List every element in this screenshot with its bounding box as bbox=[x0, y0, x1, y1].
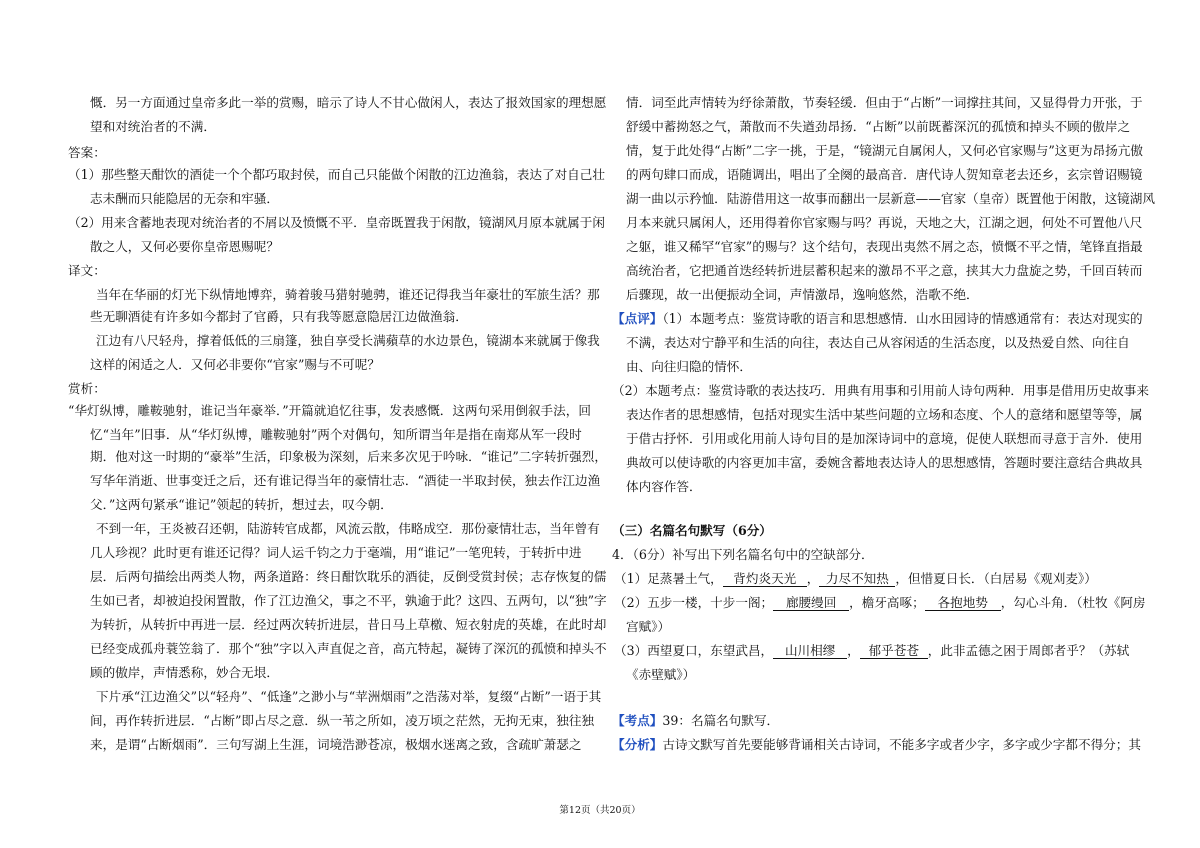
question-4-1: （1）足蒸暑土气， 背灼炎天光 ， 力尽不知热 ，但惜夏日长．（白居易《观刈麦》） bbox=[614, 571, 1097, 586]
appreciation-line: 生如已者，却被迫投闲置散，作了江边渔父，事之不平，孰逾于此？这四、五两句，以“独”字 bbox=[90, 593, 607, 608]
kaodian-tag: 【考点】 bbox=[612, 713, 663, 728]
fenxi-line: 【分析】古诗文默写首先要能够背诵相关古诗词，不能多字或者少字，多字或少字都不得分；其 bbox=[612, 737, 1141, 752]
appreciation-line: 忆“当年”旧事．从“华灯纵博，雕鞍驰射”两个对偶句，知所谓当年是指在南郑从军一段时 bbox=[90, 427, 582, 442]
comment-line: 由、向往归隐的情怀． bbox=[626, 359, 752, 374]
appreciation-line: “华灯纵博，雕鞍驰射，谁记当年豪举．”开篇就追忆往事，发表感慨．这两句采用倒叙手法，回 bbox=[68, 403, 591, 418]
kaodian-line: 【考点】39：名篇名句默写． bbox=[612, 713, 780, 728]
appreciation-label: 赏析： bbox=[68, 381, 106, 396]
answer-1-line: （1）那些整天酣饮的酒徒一个个都巧取封侯，而自己只能做个闲散的江边渔翁，表达了对自己壮 bbox=[68, 167, 605, 182]
translation-line: 江边有八尺轻舟，撑着低低的三扇篷，独自享受长满蘋草的水边景色，镜湖本来就属于像我 bbox=[96, 333, 600, 348]
question-4-2-cont: 宫赋》） bbox=[626, 619, 671, 634]
appreciation-line: 下片承“江边渔父”以“轻舟”、“低逢”之渺小与“苹洲烟雨”之浩荡对举，复缀“占断”一语于其 bbox=[96, 689, 602, 704]
translation-line: 些无聊酒徒有许多如今都封了官爵，只有我等愿意隐居江边做渔翁． bbox=[90, 309, 468, 324]
comment-tag: 【点评】 bbox=[612, 311, 663, 326]
appreciation-line: 不到一年，王炎被召还朝，陆游转官成都，风流云散，伟略成空．那份豪情壮志，当年曾有 bbox=[96, 521, 600, 536]
comment-text: （1）本题考点：鉴赏诗歌的语言和思想感情．山水田园诗的情感通常有：表达对现实的 bbox=[662, 311, 1143, 326]
answer-blank: 廊腰缦回 bbox=[773, 596, 849, 611]
translation-line: 这样的闲适之人．又何必非要你“官家”赐与不可呢？ bbox=[90, 357, 380, 372]
appreciation-line: 高统治者，它把通首迭经转折进层蓄积起来的激昂不平之意，挟其大力盘旋之势，千回百转而 bbox=[626, 263, 1143, 278]
intro-line: 望和对统治者的不满． bbox=[90, 119, 216, 134]
fenxi-tag: 【分析】 bbox=[612, 737, 663, 752]
appreciation-line: 期．他对这一时期的“豪举”生活，印象极为深刻，后来多次见于吟咏．“谁记”二字转折强烈， bbox=[90, 449, 607, 464]
answer-blank: 各抱地势 bbox=[925, 596, 1001, 611]
appreciation-line: 顾的傲岸，声情悉称，妙合无垠． bbox=[90, 665, 279, 680]
appreciation-line: 写华年消逝、世事变迁之后，还有谁记得当年的豪情壮志．“酒徒一半取封侯，独去作江边渔 bbox=[90, 473, 601, 488]
comment-2-line: 表达作者的思想感情，包括对现实生活中某些问题的立场和态度、个人的意绪和愿望等等，属 bbox=[626, 407, 1143, 422]
answer-blank: 力尽不知热 bbox=[819, 572, 895, 587]
page-footer: 第12页（共20页） bbox=[559, 805, 641, 816]
answer-blank: 郁乎苍苍 bbox=[860, 644, 928, 659]
comment-2-line: 典故可以使诗歌的内容更加丰富，委婉含蓄地表达诗人的思想感情，答题时要注意结合典故具 bbox=[626, 455, 1143, 470]
comment-2-line: 于借古抒怀．引用或化用前人诗句目的是加深诗词中的意境，促使人联想而寻意于言外．使用 bbox=[626, 431, 1143, 446]
appreciation-line: 父．”这两句紧承“谁记”领起的转折，想过去，叹今朝． bbox=[90, 497, 393, 512]
appreciation-line: 间，再作转折进层．“占断”即占尽之意．纵一苇之所如，凌万顷之茫然，无拘无束，独往独 bbox=[90, 713, 595, 728]
appreciation-line: 舒缓中蓄拗怒之气，萧散而不失遒劲昂扬．“占断”以前既蓄深沉的孤愤和掉头不顾的傲岸之 bbox=[626, 119, 1131, 134]
intro-line: 慨．另一方面通过皇帝多此一举的赏赐，暗示了诗人不甘心做闲人，表达了报效国家的理想愿 bbox=[90, 95, 607, 110]
section-title: （三）名篇名句默写（6分） bbox=[612, 523, 772, 538]
question-4: 4．（6分）补写出下列名篇名句中的空缺部分． bbox=[612, 547, 874, 562]
answer-blank: 山川相缪 bbox=[773, 644, 847, 659]
appreciation-line: 情．词至此声情转为纾徐萧散，节奏轻缓．但由于“占断”一词撑拄其间，又显得骨力开张，于 bbox=[626, 95, 1143, 110]
appreciation-line: 为转折，从转折中再进一层．经过两次转折进层，昔日马上草檄、短衣射虎的英雄，在此时却 bbox=[90, 617, 607, 632]
question-4-2: （2）五步一楼，十步一阁； 廊腰缦回 ，檐牙高啄； 各抱地势 ，勾心斗角．（杜牧《阿房 bbox=[614, 595, 1146, 610]
question-4-3-cont: 《赤壁赋》） bbox=[626, 667, 696, 682]
appreciation-line: 湖一曲以示矜恤．陆游借用这一故事而翻出一层新意——官家（皇帝）既置他于闲散，这镜湖风 bbox=[626, 191, 1155, 206]
appreciation-line: 几人珍视？此时更有谁还记得？词人运千钧之力于毫端，用“谁记”一笔兜转，于转折中进 bbox=[90, 545, 582, 560]
comment-2-line: 体内容作答． bbox=[626, 479, 702, 494]
question-4-3: （3）西望夏口，东望武昌， 山川相缪 ， 郁乎苍苍 ，此非孟德之困于周郎者乎？（苏轼 bbox=[614, 643, 1130, 658]
comment-2-line: （2）本题考点：鉴赏诗歌的表达技巧．用典有用事和引用前人诗句两种．用事是借用历史故事来 bbox=[612, 383, 1149, 398]
appreciation-line: 后骤现，故一出便振动全词，声情激昂，逸响悠然，浩歌不绝． bbox=[626, 287, 979, 302]
appreciation-line: 层．后两句描绘出两类人物，两条道路：终日酣饮耽乐的酒徒，反倒受赏封侯；志存恢复的儒 bbox=[90, 569, 607, 584]
answer-1-line: 志未酬而只能隐居的无奈和牢骚． bbox=[90, 191, 279, 206]
appreciation-line: 情，复于此处得“占断”二字一挑，于是，“镜湖元自属闲人，又何必官家赐与”这更为昂扬亢傲 bbox=[626, 143, 1143, 158]
comment-line: 不满，表达对宁静平和生活的向往，表达自己从容闲适的生活态度，以及热爱自然、向往自 bbox=[626, 335, 1130, 350]
translation-label: 译文： bbox=[68, 263, 106, 278]
answer-label: 答案： bbox=[68, 145, 106, 160]
answer-2-line: （2）用来含蓄地表现对统治者的不屑以及愤慨不平．皇帝既置我于闲散，镜湖风月原本就属于闲 bbox=[68, 215, 605, 230]
appreciation-line: 来，是谓“占断烟雨”．三句写湖上生涯，词境浩渺苍凉，极烟水迷离之致，含疏旷萧瑟之 bbox=[90, 737, 582, 752]
appreciation-line: 之躯，谁又稀罕“官家”的赐与？这个结句，表现出夷然不屑之态，愤慨不平之情，笔锋直指最 bbox=[626, 239, 1143, 254]
answer-2-line: 散之人，又何必要你皇帝恩赐呢？ bbox=[90, 239, 279, 254]
comment-line bbox=[612, 312, 1143, 326]
appreciation-line: 月本来就只属闲人，还用得着你官家赐与吗？再说，天地之大，江湖之迥，何处不可置他八尺 bbox=[626, 215, 1143, 230]
translation-line: 当年在华丽的灯光下纵情地博弈，骑着骏马猎射驰骋，谁还记得我当年豪壮的军旅生活？那 bbox=[96, 287, 600, 302]
appreciation-line: 的两句肆口而成，语随调出，唱出了全阕的最高音．唐代诗人贺知章老去还乡，玄宗曾诏赐镜 bbox=[626, 167, 1143, 182]
appreciation-line: 已经变成孤舟蓑笠翁了．那个“独”字以入声直促之音，高亢特起，凝铸了深沉的孤愤和掉头不 bbox=[90, 641, 607, 656]
answer-blank: 背灼炎天光 bbox=[723, 572, 807, 587]
